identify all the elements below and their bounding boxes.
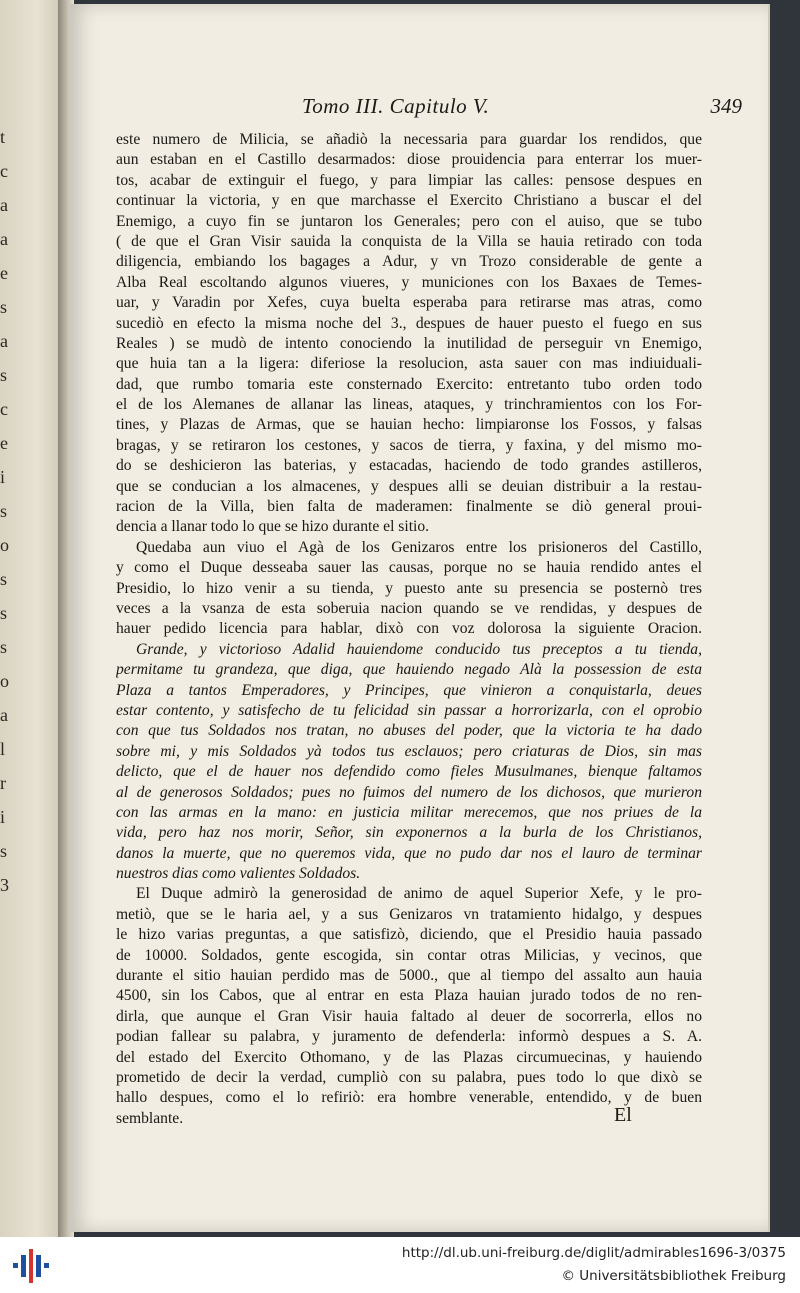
left-page-letter: o bbox=[0, 535, 9, 555]
left-page-letter: a bbox=[0, 229, 8, 249]
text-line: vida, pero haz nos morir, Señor, sin exponernos a la burla de los Christianos, bbox=[116, 824, 702, 842]
text-line: dad, que rumbo tomaria este consternado Exercito: entretanto tubo orden todo bbox=[116, 375, 702, 393]
text-line: delicto, que el de hauer nos defendido como fieles Musulmanes, bienque faltamos bbox=[116, 763, 702, 781]
text-line: racion de la Villa, bien falta de maderamen: finalmente se diò general proui- bbox=[116, 498, 702, 516]
text-line: Reales ) se mudò de intento conociendo la inutilidad de perseguir vn Enemigo, bbox=[116, 334, 702, 352]
left-page-letter: s bbox=[0, 365, 8, 385]
text-line: con las armas en la mano: en justicia militar merecemos, que nos priues de la bbox=[116, 803, 702, 821]
text-line: nuestros dias como valientes Soldados. bbox=[116, 865, 361, 883]
text-line: Alba Real escoltando algunos viueres, y municiones con los Baxaes de Temes- bbox=[116, 273, 702, 291]
text-line: El Duque admirò la generosidad de animo de aquel Superior Xefe, y le pro- bbox=[136, 885, 702, 903]
left-page-letter: s bbox=[0, 603, 8, 623]
text-line: 4500, sin los Cabos, que al entrar en esta Plaza hauian jurado todos de no ren- bbox=[116, 987, 702, 1005]
viewer-footer bbox=[0, 1237, 800, 1293]
text-line: le hizo varias preguntas, a que satisfizò, diciendo, que el Presidio hauia passado bbox=[116, 926, 702, 944]
left-page-letter: c bbox=[0, 161, 8, 181]
left-page-letter: l bbox=[0, 739, 6, 759]
left-page-letter: i bbox=[0, 467, 6, 487]
left-page-letter: e bbox=[0, 433, 8, 453]
text-line: tos, acabar de extinguir el fuego, y para limpiar las calles: pensose despues en bbox=[116, 171, 702, 189]
left-page-letter: s bbox=[0, 841, 8, 861]
catchword: El bbox=[614, 1104, 632, 1126]
text-line: y como el Duque desseaba sauer las causas, porque no se hauia rendido antes el bbox=[116, 559, 702, 577]
text-line: Presidio, lo hizo venir a su tienda, y puesto ante su presencia se posternò tres bbox=[116, 579, 702, 597]
left-page-letters bbox=[0, 120, 14, 902]
text-line: do se deshicieron las baterias, y estacadas, haciendo de todo grandes astilleros, bbox=[116, 457, 702, 475]
text-line: estar contento, y satisfecho de tu felicidad sin passar a horrorizarla, con el oprobio bbox=[116, 701, 702, 719]
left-page-fragment bbox=[0, 0, 62, 1237]
text-line: sucediò en efecto la misma noche del 3., despues de hauer puesto el fuego en sus bbox=[116, 314, 702, 332]
text-line: ( de que el Gran Visir sauida la conquista de la Villa se hauia retirado con toda bbox=[116, 232, 702, 250]
source-url-link[interactable]: http://dl.ub.uni-freiburg.de/diglit/admirables1696-3/0375 bbox=[401, 1245, 786, 1261]
left-page-letter: o bbox=[0, 671, 9, 691]
left-page-letter: s bbox=[0, 297, 8, 317]
text-line: aun estaban en el Castillo desarmados: diose prouidencia para enterrar los muer- bbox=[116, 151, 702, 169]
left-page-letter: 3 bbox=[0, 875, 9, 895]
text-line: veces a la vsanza de esta soberuia nacion quando se ve rendidas, y despues de bbox=[116, 599, 702, 617]
left-page-letter: s bbox=[0, 637, 8, 657]
text-line: Enemigo, a cuyo fin se juntaron los Generales; pero con el auiso, que se tubo bbox=[116, 212, 702, 230]
text-line: uar, y Varadin por Xefes, cuya buelta esperaba para retirarse mas atras, como bbox=[116, 294, 702, 312]
text-line: prometido de decir la verdad, cumpliò con su palabra, pues todo lo que dixò se bbox=[116, 1068, 702, 1086]
left-page-letter: a bbox=[0, 705, 8, 725]
text-line: semblante. bbox=[116, 1109, 184, 1127]
text-line: que huia tan a la ligera: diferiose la resolucion, asta sauer con mas indiuiduali- bbox=[116, 355, 702, 373]
text-line: Quedaba aun viuo el Agà de los Genizaros entre los prisioneros del Castillo, bbox=[136, 538, 702, 556]
text-line: danos la muerte, que no queremos vida, que no pudo dar nos el lauro de terminar bbox=[116, 844, 702, 862]
left-page-letter: e bbox=[0, 263, 8, 283]
left-page-letter: c bbox=[0, 399, 8, 419]
left-page-letter: s bbox=[0, 569, 8, 589]
left-page-letter: i bbox=[0, 807, 6, 827]
left-page-letter: a bbox=[0, 195, 8, 215]
text-line: Grande, y victorioso Adalid hauiendome conducido tus preceptos a tu tienda, bbox=[136, 640, 702, 658]
page-header bbox=[302, 94, 742, 124]
text-line: diligencia, embiando los bagages a Adur, y vn Trozo considerable de gente a bbox=[116, 253, 702, 271]
text-line: podian fallear su palabra, y juramento de defenderla: informò despues a S. A. bbox=[116, 1028, 702, 1046]
text-line: dirla, que aunque el Gran Visir hauia faltado al deuer de socorrerla, ellos no bbox=[116, 1007, 702, 1025]
left-page-letter: s bbox=[0, 501, 8, 521]
text-line: con que tus Soldados nos tratan, no abuses del poder, que la victoria te ha dado bbox=[116, 722, 702, 740]
body-text bbox=[116, 130, 702, 1129]
text-line: hauer pedido licencia para hablar, dixò con voz dolorosa la siguiente Oracion. bbox=[116, 620, 702, 638]
text-line: durante el sitio hauian perdido mas de 5000., que al tiempo del assalto aun hauia bbox=[116, 967, 702, 985]
book-page bbox=[70, 4, 768, 1232]
text-line: bragas, y se retiraron los cestones, y sacos de tierra, y faxina, y del mismo mo- bbox=[116, 436, 702, 454]
text-line: sobre mi, y mis Soldados yà todos tus esclauos; pero criaturas de Dios, sin mas bbox=[116, 742, 702, 760]
left-page-letter: r bbox=[0, 773, 6, 793]
left-page-letter: t bbox=[0, 127, 6, 147]
text-line: Plaza a tantos Emperadores, y Principes, que vinieron a conquistarla, deues bbox=[116, 681, 702, 699]
page-number: 349 bbox=[710, 94, 742, 118]
text-line: continuar la victoria, y en que marchasse el Exercito Christiano a buscar el del bbox=[116, 192, 702, 210]
text-line: metiò, que se le haria ael, y a sus Genizaros vn tratamiento hidalgo, y despues bbox=[116, 905, 702, 923]
text-line: hallo despues, como el lo refiriò: era hombre venerable, entendido, y de buen bbox=[116, 1089, 702, 1107]
running-title: Tomo III. Capitulo V. bbox=[302, 94, 490, 118]
copyright-notice: © Universitätsbibliothek Freiburg bbox=[561, 1268, 786, 1284]
text-line: el de los Alemanes de allanar las lineas, ataques, y trinchramientos con los For- bbox=[116, 396, 702, 414]
text-line: del estado del Exercito Othomano, y de las Plazas circumuecinas, y hauiendo bbox=[116, 1048, 702, 1066]
text-line: permitame tu grandeza, que diga, que hauiendo negado Alà la possession de esta bbox=[116, 661, 702, 679]
left-page-letter: a bbox=[0, 331, 8, 351]
text-line: tines, y Plazas de Armas, que se hauian hecho: limpiaronse los Fossos, y falsas bbox=[116, 416, 702, 434]
text-line: este numero de Milicia, se añadiò la necessaria para guardar los rendidos, que bbox=[116, 131, 702, 148]
text-line: al de generosos Soldados; pues no fuimos del numero de los dichosos, que murieron bbox=[116, 783, 702, 801]
text-line: de 10000. Soldados, gente escogida, sin contar otras Milicias, y vecinos, que bbox=[116, 946, 702, 964]
text-line: que se conducian a los almacenes, y despues alli se deuian distribuir a la restau- bbox=[116, 477, 702, 495]
text-line: dencia a llanar todo lo que se hizo durante el sitio. bbox=[116, 518, 430, 536]
ub-freiburg-logo-icon[interactable] bbox=[10, 1245, 50, 1285]
